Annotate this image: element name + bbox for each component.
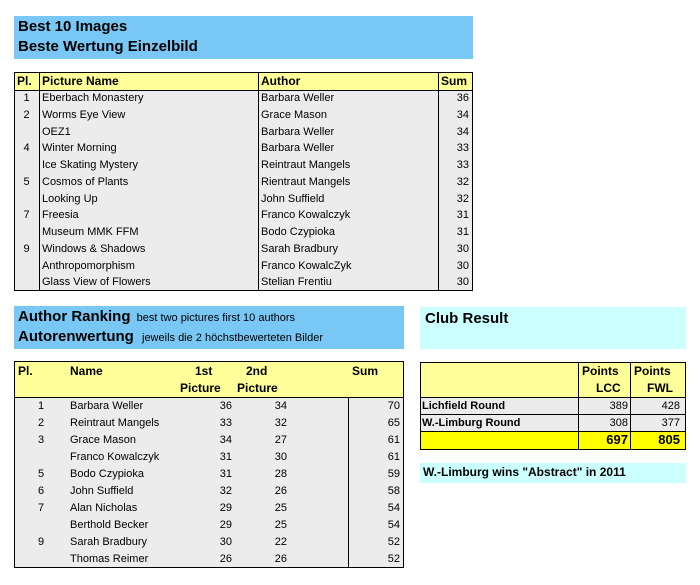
best-images-row-picture: Freesia [42, 209, 79, 221]
club-result-row-name: Lichfield Round [422, 400, 506, 412]
author-ranking-row-second: 32 [274, 417, 287, 429]
best-images-row-picture: OEZ1 [42, 126, 71, 138]
best-images-row-author: Sarah Bradbury [261, 243, 339, 255]
best-images-row-picture: Windows & Shadows [42, 243, 146, 255]
author-ranking-row-sum: 59 [387, 468, 400, 480]
author-ranking-row-name: Sarah Bradbury [70, 536, 148, 548]
best-images-header-picture: Picture Name [42, 74, 119, 88]
best-images-row-picture: Eberbach Monastery [42, 92, 144, 104]
best-images-row-sum: 33 [456, 159, 469, 171]
author-ranking-header-second-top: 2nd [246, 364, 268, 378]
author-ranking-row-second: 30 [274, 451, 287, 463]
author-ranking-row-first: 29 [219, 502, 232, 514]
author-ranking-row-sum: 52 [387, 553, 400, 565]
best-images-row-picture: Cosmos of Plants [42, 176, 129, 188]
author-ranking-row-name: Barbara Weller [70, 400, 144, 412]
author-ranking-row-second: 28 [274, 468, 287, 480]
author-ranking-row-sum: 65 [387, 417, 400, 429]
club-result-title: Club Result [425, 310, 509, 327]
author-ranking-row-sum: 52 [387, 536, 400, 548]
best-images-row-author: Rientraut Mangels [261, 176, 351, 188]
author-ranking-row-first: 31 [219, 451, 232, 463]
best-images-row-sum: 34 [456, 109, 469, 121]
author-ranking-row-second: 25 [274, 519, 287, 531]
author-ranking-subtitle-de: jeweils die 2 höchstbewerteten Bilder [142, 332, 323, 344]
best-images-row-picture: Ice Skating Mystery [42, 159, 138, 171]
best-images-header-author: Author [261, 74, 301, 88]
best-images-row-picture: Anthropomorphism [42, 260, 135, 272]
author-ranking-row-pl: 3 [37, 434, 45, 446]
best-images-row-sum: 31 [456, 209, 469, 221]
best-images-row-author: Stelian Frentiu [261, 276, 332, 288]
author-ranking-row-name: Grace Mason [70, 434, 137, 446]
author-ranking-row-first: 36 [219, 400, 232, 412]
best-images-row-author: Bodo Czypioka [261, 226, 335, 238]
author-ranking-row-name: Franco Kowalczyk [70, 451, 160, 463]
best-images-row-sum: 32 [456, 176, 469, 188]
author-ranking-row-name: Thomas Reimer [70, 553, 149, 565]
author-ranking-header-pl: Pl. [18, 364, 33, 378]
best-images-row-pl: 4 [23, 142, 30, 154]
author-ranking-row-pl: 6 [37, 485, 45, 497]
author-ranking-row-first: 34 [219, 434, 232, 446]
club-result-total-lcc: 697 [606, 432, 628, 447]
author-ranking-row-pl: 1 [37, 400, 45, 412]
author-ranking-row-sum: 61 [387, 434, 400, 446]
author-ranking-row-name: John Suffield [70, 485, 134, 497]
best-images-row-picture: Winter Morning [42, 142, 117, 154]
best-images-header-sum: Sum [441, 74, 468, 88]
club-result-row-name: W.-Limburg Round [422, 417, 521, 429]
author-ranking-row-second: 25 [274, 502, 287, 514]
author-ranking-header-first-top: 1st [195, 364, 213, 378]
best-images-row-author: Barbara Weller [261, 126, 335, 138]
best-images-row-sum: 30 [456, 260, 469, 272]
author-ranking-row-second: 34 [274, 400, 287, 412]
club-result-row-lcc: 308 [609, 417, 628, 429]
club-result-row-fwl: 377 [661, 417, 680, 429]
author-ranking-row-sum: 70 [387, 400, 400, 412]
best-images-row-pl: 9 [23, 243, 30, 255]
best-images-row-sum: 33 [456, 142, 469, 154]
author-ranking-row-first: 31 [219, 468, 232, 480]
author-ranking-row-name: Bodo Czypioka [70, 468, 144, 480]
best-images-row-author: Franco KowalcZyk [261, 260, 352, 272]
author-ranking-row-first: 32 [219, 485, 232, 497]
best-images-row-pl: 5 [23, 176, 30, 188]
author-ranking-row-second: 27 [274, 434, 287, 446]
author-ranking-header-first-bottom: Picture [180, 381, 221, 395]
author-ranking-row-name: Berthold Becker [70, 519, 149, 531]
author-ranking-row-name: Alan Nicholas [70, 502, 138, 514]
author-ranking-row-first: 26 [219, 553, 232, 565]
author-ranking-row-pl: 5 [37, 468, 45, 480]
best-images-row-sum: 30 [456, 243, 469, 255]
author-ranking-row-first: 30 [219, 536, 232, 548]
author-ranking-row-sum: 54 [387, 519, 400, 531]
club-result-total-fwl: 805 [658, 432, 680, 447]
author-ranking-row-sum: 61 [387, 451, 400, 463]
best-images-title-en: Best 10 Images [18, 18, 128, 35]
best-images-row-picture: Museum MMK FFM [42, 226, 139, 238]
author-ranking-subtitle-en: best two pictures first 10 authors [136, 312, 296, 324]
best-images-row-pl: 7 [23, 209, 30, 221]
club-result-header-lcc-top: Points [582, 364, 619, 378]
author-ranking-row-second: 26 [274, 553, 287, 565]
best-images-row-picture: Worms Eye View [42, 109, 126, 121]
best-images-row-pl: 2 [23, 109, 30, 121]
best-images-row-author: Reintraut Mangels [261, 159, 351, 171]
club-result-header-lcc-bottom: LCC [596, 381, 621, 395]
author-ranking-row-pl: 9 [37, 536, 45, 548]
best-images-row-sum: 31 [456, 226, 469, 238]
author-ranking-row-second: 26 [274, 485, 287, 497]
club-result-header-fwl-top: Points [634, 364, 671, 378]
best-images-row-author: John Suffield [261, 193, 325, 205]
club-result-header-fwl-bottom: FWL [647, 381, 673, 395]
author-ranking-row-sum: 58 [387, 485, 400, 497]
author-ranking-title-de [18, 328, 323, 345]
author-ranking-header-second-bottom: Picture [237, 381, 278, 395]
author-ranking-title-en [18, 308, 295, 325]
club-result-winner: W.-Limburg wins "Abstract" in 2011 [423, 465, 626, 479]
author-ranking-header-name: Name [70, 364, 103, 378]
best-images-row-picture: Looking Up [42, 193, 98, 205]
best-images-row-author: Grace Mason [261, 109, 328, 121]
best-images-row-author: Franco Kowalczyk [261, 209, 351, 221]
author-ranking-row-sum: 54 [387, 502, 400, 514]
author-ranking-header-sum: Sum [352, 364, 379, 378]
best-images-row-sum: 34 [456, 126, 469, 138]
club-result-row-fwl: 428 [661, 400, 680, 412]
author-ranking-row-name: Reintraut Mangels [70, 417, 160, 429]
best-images-row-author: Barbara Weller [261, 92, 335, 104]
author-ranking-row-first: 33 [219, 417, 232, 429]
best-images-title-de: Beste Wertung Einzelbild [18, 38, 198, 55]
best-images-row-pl: 1 [23, 92, 30, 104]
author-ranking-row-pl: 2 [37, 417, 45, 429]
author-ranking-row-first: 29 [219, 519, 232, 531]
club-result-row-lcc: 389 [609, 400, 628, 412]
author-ranking-row-pl: 7 [37, 502, 45, 514]
best-images-row-author: Barbara Weller [261, 142, 335, 154]
author-ranking-row-second: 22 [274, 536, 287, 548]
best-images-header-pl: Pl. [17, 74, 32, 88]
best-images-row-sum: 30 [456, 276, 469, 288]
best-images-row-sum: 32 [456, 193, 469, 205]
best-images-row-picture: Glass View of Flowers [42, 276, 151, 288]
best-images-row-sum: 36 [456, 92, 469, 104]
author-ranking-title-en-text: Author Ranking [18, 308, 131, 325]
author-ranking-title-de-text: Autorenwertung [18, 328, 134, 345]
